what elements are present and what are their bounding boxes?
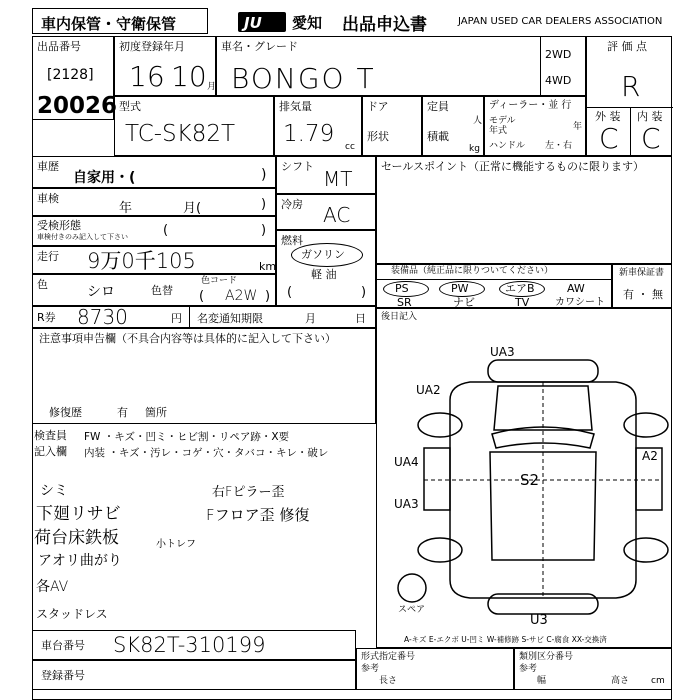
note-cargo-floor: 荷台床鉄板 — [34, 528, 119, 548]
year-unit: 年 — [573, 122, 583, 132]
displacement-cell — [274, 96, 362, 156]
color-code-label: 色コード — [201, 276, 238, 286]
ac-cell — [276, 194, 376, 230]
form-title: 出品申込書 — [342, 15, 427, 35]
lot-number: 20026 — [37, 93, 118, 119]
note-studless: スタッドレス — [36, 607, 108, 621]
displacement-value: 1.79 — [283, 121, 335, 147]
chassis-cell — [32, 630, 356, 660]
inspector-row2: 内装 ・キズ・汚レ・コゲ・穴・タバコ・キレ・破レ — [84, 447, 329, 459]
inspector-label: 検査員 — [34, 429, 67, 442]
registration-cell — [114, 36, 216, 96]
model-value: TC-SK82T — [125, 121, 236, 147]
width-label: 幅 — [537, 676, 547, 686]
shape-label: 形状 — [367, 130, 389, 143]
receipt-open: ( — [163, 223, 169, 238]
year-label: 年式 — [489, 126, 508, 136]
fuel-close: ) — [361, 285, 367, 300]
repair-label: 修復歴 — [49, 406, 82, 419]
equip-navi: ナビ — [453, 296, 475, 309]
interior-grade: C — [641, 122, 661, 155]
wheel-rr — [624, 538, 668, 562]
fuel-label: 燃料 — [281, 234, 303, 247]
equipment-grid — [377, 279, 613, 310]
wheel-fr — [624, 413, 668, 437]
notice-month: 月 — [305, 312, 316, 325]
capacity-label: 定員 — [427, 100, 449, 113]
inspection-month: 月( — [183, 201, 202, 216]
warranty-value: 有 ・ 無 — [623, 288, 663, 301]
rating-split — [630, 107, 631, 157]
history-value: 自家用・( — [73, 170, 136, 186]
side-left — [424, 448, 450, 510]
color-label: 色 — [37, 278, 48, 291]
fuel-open: ( — [287, 285, 293, 300]
recycle-value: 8730 — [77, 305, 128, 329]
model-year-label: モデル — [489, 116, 516, 126]
rating-cell — [586, 36, 672, 156]
lot-cell — [32, 36, 118, 120]
fuel-diesel: 軽 油 — [311, 268, 337, 281]
receipt-note: 車検付きのみ記入して下さい — [37, 233, 128, 241]
classification-label: 類別区分番号 — [519, 652, 574, 662]
receipt-close: ) — [261, 223, 267, 238]
exterior-grade: C — [599, 122, 619, 155]
lot-label: 出品番号 — [37, 40, 81, 53]
note-each-av: 各AV — [36, 579, 69, 595]
warranty-label: 新車保証書 — [619, 268, 665, 278]
fuel-gas: ガソリン — [301, 248, 345, 261]
org-name: 愛知 — [292, 14, 323, 32]
mark-ua3-top: UA3 — [490, 345, 515, 359]
dealer-label: ディーラー・並 行 — [489, 100, 572, 111]
recycle-label: R券 — [37, 311, 56, 324]
chassis-label: 車台番号 — [41, 639, 85, 652]
color-code-open: ( — [199, 289, 205, 304]
equip-ps: PS — [395, 282, 409, 295]
registration-month-unit: 月 — [207, 82, 217, 92]
cm-label: cm — [651, 676, 665, 686]
registration-month: 10 — [171, 60, 207, 93]
car-name-cell — [216, 36, 586, 96]
rating-label: 評 価 点 — [607, 40, 647, 53]
logo — [238, 12, 286, 32]
length-label: 長さ — [379, 676, 398, 686]
classification-cell — [514, 648, 672, 690]
shift-cell — [276, 156, 376, 194]
repair-location: 箇所 — [145, 406, 167, 419]
sale-points-cell — [376, 156, 672, 264]
spec-designation-cell — [356, 648, 514, 690]
mark-a2: A2 — [642, 449, 658, 463]
load-unit: kg — [469, 144, 480, 154]
door-label: ドア — [367, 100, 389, 113]
equip-cloth-seat: カワシート — [555, 297, 605, 308]
lot-code: [2128] — [47, 67, 94, 83]
inspector-row1: FW ・キズ・凹ミ・ヒビ割・リペア跡・X要 — [84, 431, 290, 443]
model-label: 型式 — [119, 100, 141, 113]
chassis-value: SK82T-310199 — [113, 633, 266, 657]
mark-ua4: UA4 — [394, 455, 419, 469]
equip-tv: TV — [515, 296, 530, 309]
storage-title: 車内保管・守衛保管 — [41, 15, 177, 33]
car-name-label: 車名・グレード — [221, 40, 298, 53]
handle-label: ハンドル — [489, 141, 526, 151]
note-underbody-rust: 下廻リサビ — [36, 504, 121, 524]
mark-u3: U3 — [530, 613, 548, 628]
note-gate-bent: アオリ曲がり — [38, 553, 122, 569]
mark-ua3-side: UA3 — [394, 497, 419, 511]
displacement-unit: cc — [345, 142, 355, 152]
history-label: 車歴 — [37, 160, 59, 173]
sale-points-label: セールスポイント（正常に機能するものに限ります） — [381, 160, 645, 173]
equip-sr: SR — [397, 296, 412, 309]
spare-label: スペア — [398, 605, 426, 615]
door-cell — [362, 96, 422, 156]
equipment-cell — [376, 264, 612, 308]
plate-label: 登録番号 — [41, 669, 85, 682]
mileage-value: 9万0千105 — [87, 249, 196, 273]
color-cell — [32, 274, 276, 306]
color-change-label: 色替 — [151, 284, 173, 297]
association-name: JAPAN USED CAR DEALERS ASSOCIATION — [458, 16, 663, 27]
logo-text: JU — [244, 14, 262, 32]
color-code: A2W — [225, 288, 258, 304]
note-pillar: 右Fピラー歪 — [212, 485, 285, 500]
wheel-rl — [418, 538, 462, 562]
shift-label: シフト — [281, 160, 314, 173]
note-extra: 小トレフ — [156, 539, 196, 550]
equip-airbag: エアB — [505, 282, 535, 295]
capacity-cell — [422, 96, 484, 156]
equip-pw: PW — [451, 282, 469, 295]
mileage-unit: km — [259, 260, 277, 273]
ac-label: 冷房 — [281, 198, 303, 211]
mileage-cell — [32, 246, 276, 274]
note-floor-repair: Fフロア歪 修復 — [206, 506, 310, 524]
mark-s2: S2 — [520, 471, 540, 489]
rear-bumper — [488, 594, 598, 614]
ac-value: AC — [323, 203, 351, 227]
inspector-area — [32, 424, 376, 464]
interior-label: 内 装 — [637, 110, 663, 123]
car-name: BONGO T — [231, 62, 376, 95]
notice-label: 名変通知期限 — [197, 312, 263, 325]
inspection-close: ) — [261, 197, 267, 212]
front-bumper — [488, 360, 598, 382]
history-close: ) — [261, 167, 267, 183]
wheel-fl — [418, 413, 462, 437]
color-code-close: ) — [265, 289, 271, 304]
inspection-cell — [32, 188, 276, 216]
displacement-label: 排気量 — [279, 100, 312, 113]
recycle-unit: 円 — [171, 312, 182, 325]
shift-value: MT — [323, 167, 353, 191]
spec-designation-sub: 参考 — [361, 664, 380, 674]
handle-value: 左・右 — [545, 141, 573, 151]
note-stain: シミ — [40, 483, 68, 499]
warranty-cell — [612, 264, 672, 308]
equip-aw: AW — [567, 282, 585, 295]
history-cell — [32, 156, 276, 188]
spare-tire — [398, 574, 426, 602]
mileage-label: 走行 — [37, 250, 59, 263]
equipment-label: 装備品（純正品に限りついてください） — [391, 266, 554, 276]
receipt-cell — [32, 216, 276, 246]
classification-sub: 参考 — [519, 664, 538, 674]
registration-year: 16 — [129, 60, 165, 93]
notes-label: 注意事項申告欄（不具合内容等は具体的に記入して下さい） — [39, 332, 336, 345]
load-label: 積載 — [427, 130, 449, 143]
drive-cell — [540, 36, 586, 96]
mark-ua2: UA2 — [416, 383, 441, 397]
drive-2wd: 2WD — [545, 48, 572, 61]
registration-label: 初度登録年月 — [119, 40, 185, 53]
notice-day: 日 — [355, 312, 366, 325]
after-fill-label: 後日記入 — [381, 312, 418, 322]
receipt-label: 受検形態 — [37, 219, 81, 232]
recycle-cell — [32, 306, 376, 328]
inspector-entry-label: 記入欄 — [34, 445, 67, 458]
model-cell — [114, 96, 274, 156]
storage-title-box — [32, 8, 208, 34]
inspection-year: 年 — [119, 201, 133, 216]
spec-designation-label: 形式指定番号 — [361, 652, 416, 662]
height-label: 高さ — [611, 676, 630, 686]
recycle-split — [189, 307, 190, 327]
damage-diagram — [380, 330, 670, 648]
color-value: シロ — [87, 284, 115, 300]
drive-4wd: 4WD — [545, 74, 572, 87]
inspection-label: 車検 — [37, 192, 59, 205]
fuel-cell — [276, 230, 376, 306]
rating-score: R — [621, 70, 641, 103]
notes-cell — [32, 328, 376, 424]
damage-legend: A-キズ E-エクボ U-凹ミ W-補修跡 S-サビ C-腐食 XX-交換済 — [404, 635, 607, 644]
capacity-unit: 人 — [473, 116, 483, 126]
dealer-cell — [484, 96, 586, 156]
exterior-label: 外 装 — [595, 110, 621, 123]
plate-cell — [32, 660, 356, 690]
repair-value: 有 — [117, 406, 128, 419]
